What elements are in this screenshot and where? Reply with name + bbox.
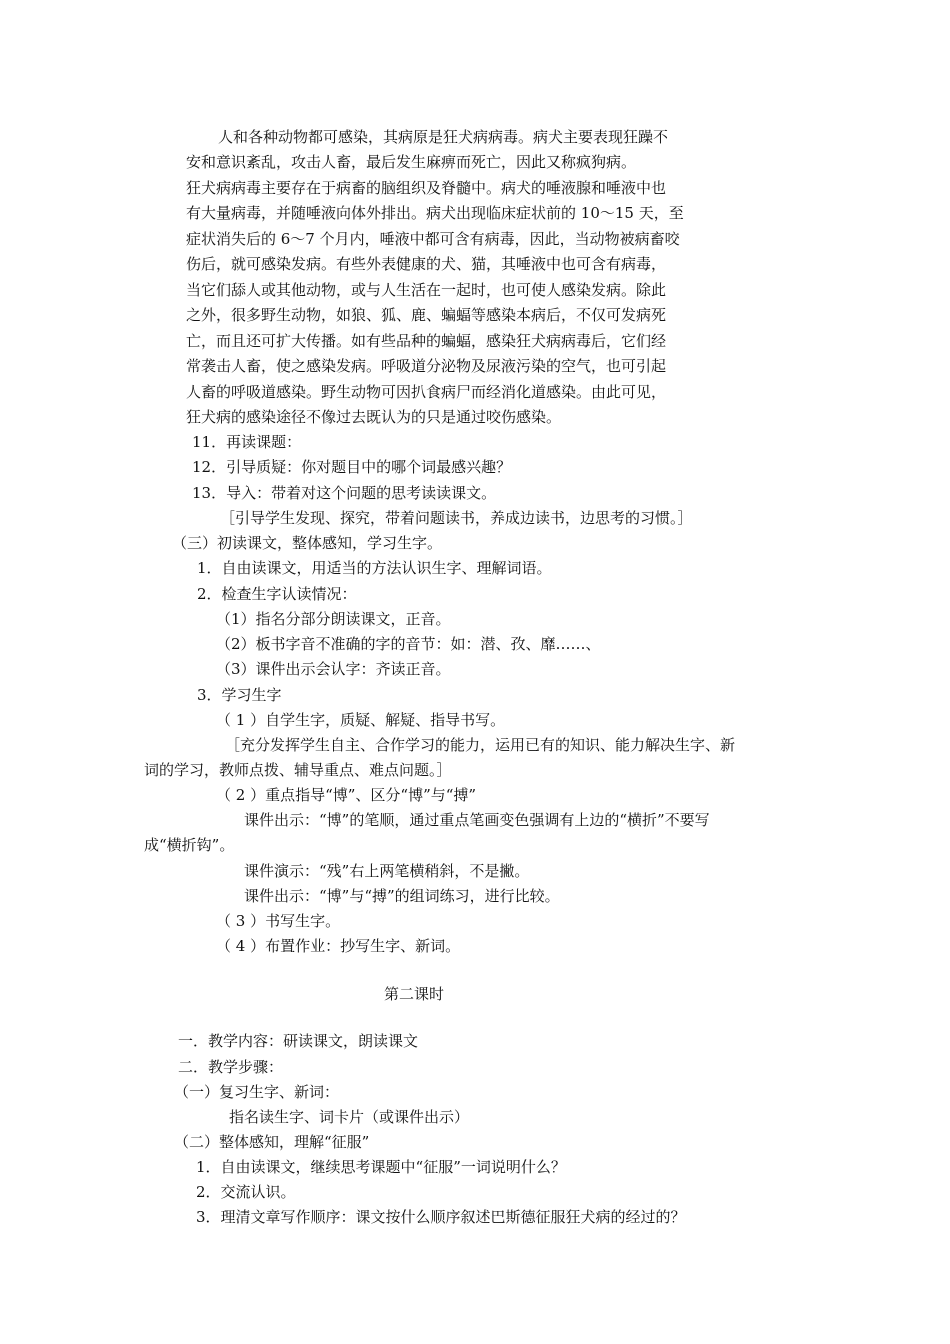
courseware-1-line-2: 成“横折钩”。 — [144, 836, 235, 854]
part-2-item-1: 1．自由读课文，继续思考课题中“征服”一词说明什么？ — [196, 1158, 566, 1176]
intro-line-9: 亡，而且还可扩大传播。如有些品种的蝙蝠，感染狂犬病病毒后，它们经 — [186, 332, 667, 350]
intro-line-12: 狂犬病的感染途径不像过去既认为的只是通过咬伤感染。 — [186, 408, 562, 426]
item-2-1: （1）指名分部分朗读课文，正音。 — [216, 610, 451, 628]
item-2-3: （3）课件出示会认字：齐读正音。 — [216, 660, 451, 678]
item-3: 3．学习生字 — [197, 686, 282, 704]
step-11: 11．再读课题： — [192, 433, 302, 451]
courseware-1-line-1: 课件出示：“博”的笔顺，通过重点笔画变色强调有上边的“横折”不要写 — [244, 811, 710, 829]
teaching-note-1: ［引导学生发现、探究，带着问题读书，养成边读书，边思考的习惯。］ — [220, 509, 693, 527]
lesson-2-heading: 第二课时 — [384, 985, 445, 1003]
item-3-2: （ 2 ）重点指导“博”、区分“博”与“搏” — [216, 786, 477, 804]
part-1-title: （一）复习生字、新词： — [174, 1083, 340, 1101]
part-2-item-2: 2．交流认识。 — [196, 1183, 296, 1201]
intro-line-2: 安和意识紊乱，攻击人畜，最后发生麻痹而死亡，因此又称疯狗病。 — [186, 153, 637, 171]
intro-line-10: 常袭击人畜，使之感染发病。呼吸道分泌物及尿液污染的空气，也可引起 — [186, 357, 667, 375]
part-2-item-3: 3．理清文章写作顺序：课文按什么顺序叙述巴斯德征服狂犬病的经过的？ — [196, 1208, 686, 1226]
item-3-1: （ 1 ）自学生字，质疑、解疑、指导书写。 — [216, 711, 506, 729]
intro-line-6: 伤后，就可感染发病。有些外表健康的犬、猫，其唾液中也可含有病毒， — [186, 255, 667, 273]
part-2-title: （二）整体感知，理解“征服” — [174, 1133, 370, 1151]
part-1-text: 指名读生字、词卡片（或课件出示） — [229, 1108, 470, 1126]
intro-line-1: 人和各种动物都可感染，其病原是狂犬病病毒。病犬主要表现狂躁不 — [218, 128, 669, 146]
section-3-title: （三）初读课文，整体感知，学习生字。 — [172, 534, 443, 552]
item-2-2: （2）板书字音不准确的字的音节：如：潜、孜、靡……、 — [216, 635, 601, 653]
intro-line-8: 之外，很多野生动物，如狼、狐、鹿、蝙蝠等感染本病后，不仅可发病死 — [186, 306, 667, 324]
item-1: 1．自由读课文，用适当的方法认识生字、理解词语。 — [197, 559, 552, 577]
item-2: 2．检查生字认读情况： — [197, 585, 357, 603]
lesson-2-content: 一．教学内容：研读课文，朗读课文 — [178, 1032, 419, 1050]
step-13: 13．导入：带着对这个问题的思考读读课文。 — [192, 484, 497, 502]
intro-line-3: 狂犬病病毒主要存在于病畜的脑组织及脊髓中。病犬的唾液腺和唾液中也 — [186, 179, 667, 197]
teaching-note-2-line-2: 词的学习，教师点拨、辅导重点、难点问题。］ — [144, 761, 452, 779]
intro-line-11: 人畜的呼吸道感染。野生动物可因扒食病尸而经消化道感染。由此可见， — [186, 383, 667, 401]
teaching-note-2-line-1: ［充分发挥学生自主、合作学习的能力，运用已有的知识、能力解决生字、新 — [225, 736, 736, 754]
lesson-2-steps-title: 二．教学步骤： — [178, 1058, 284, 1076]
step-12: 12．引导质疑：你对题目中的哪个词最感兴趣？ — [192, 458, 512, 476]
intro-line-4: 有大量病毒，并随唾液向体外排出。病犬出现临床症状前的 10～15 天，至 — [186, 204, 684, 222]
intro-line-5: 症状消失后的 6～7 个月内，唾液中都可含有病毒，因此，当动物被病畜咬 — [186, 230, 680, 248]
item-3-4: （ 4 ）布置作业：抄写生字、新词。 — [216, 937, 461, 955]
intro-line-7: 当它们舔人或其他动物，或与人生活在一起时，也可使人感染发病。除此 — [186, 281, 667, 299]
courseware-3: 课件出示：“博”与“搏”的组词练习，进行比较。 — [244, 887, 560, 905]
item-3-3: （ 3 ）书写生字。 — [216, 912, 341, 930]
courseware-2: 课件演示：“残”右上两笔横稍斜，不是撇。 — [244, 862, 530, 880]
